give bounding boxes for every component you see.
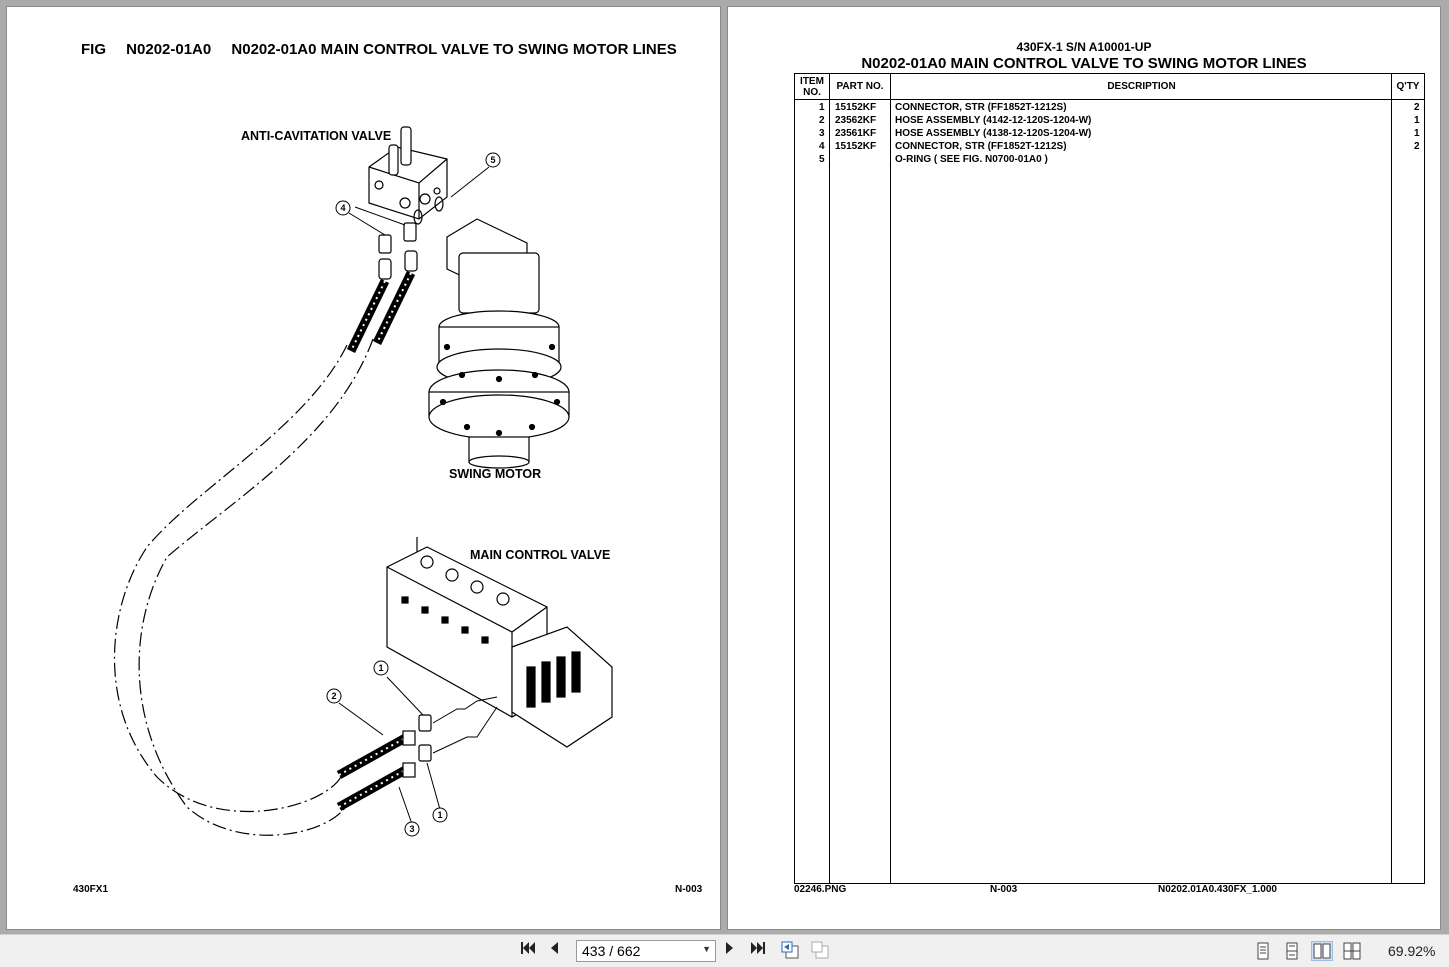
cell-item: 3 xyxy=(819,128,825,139)
header-desc: DESCRIPTION xyxy=(891,74,1392,100)
first-page-button[interactable] xyxy=(520,941,542,961)
label-main-control-valve: MAIN CONTROL VALVE xyxy=(470,548,611,562)
connector-1-drawing xyxy=(419,715,431,761)
table-row xyxy=(795,115,1424,128)
fig-label: FIG xyxy=(81,41,106,58)
cell-qty: 1 xyxy=(1414,128,1420,139)
table-row xyxy=(795,154,1424,167)
single-page-view-button[interactable] xyxy=(1252,941,1274,961)
header-item-line2: NO. xyxy=(803,86,821,98)
table-row xyxy=(795,128,1424,141)
page-current: 433 xyxy=(582,943,606,959)
callout-4: 4 xyxy=(340,203,346,213)
cell-item: 2 xyxy=(819,115,825,126)
model-serial: 430FX-1 S/N A10001-UP xyxy=(1016,40,1152,54)
page-navigation-toolbar xyxy=(0,934,1449,967)
col-item xyxy=(795,74,830,883)
cell-part: 23562KF xyxy=(835,115,877,126)
lower-hoses-drawing xyxy=(339,731,415,807)
hose-route-lines xyxy=(115,339,374,835)
fig-title-text: N0202-01A0 MAIN CONTROL VALVE TO SWING MOTOR LINES xyxy=(231,41,677,58)
cell-desc: O-RING ( SEE FIG. N0700-01A0 ) xyxy=(895,154,1048,165)
callout-1-upper: 1 xyxy=(378,663,384,673)
go-forward-view-button[interactable] xyxy=(810,941,832,961)
label-anti-cavitation-valve: ANTI-CAVITATION VALVE xyxy=(241,129,392,143)
cell-desc: HOSE ASSEMBLY (4138-12-120S-1204-W) xyxy=(895,128,1092,139)
go-back-view-button[interactable] xyxy=(780,941,802,961)
next-view-icon xyxy=(810,941,830,959)
footer-page-code: N-003 xyxy=(675,884,703,895)
page-separator: / xyxy=(609,943,614,959)
connector-4-drawing xyxy=(379,223,417,279)
upper-hoses-drawing xyxy=(351,273,411,351)
left-page xyxy=(6,6,721,930)
page-number-select[interactable] xyxy=(576,940,716,962)
zoom-level[interactable]: 69.92% xyxy=(1388,943,1436,959)
lower-leaders xyxy=(339,677,497,827)
two-page-view-button[interactable] xyxy=(1311,941,1333,961)
cell-part: 15152KF xyxy=(835,102,877,113)
header-qty: Q'TY xyxy=(1392,74,1424,100)
header-part: PART NO. xyxy=(829,74,891,100)
parts-list-title: N0202-01A0 MAIN CONTROL VALVE TO SWING MOTOR LINES xyxy=(861,55,1307,72)
footer-doc-id: N0202.01A0.430FX_1.000 xyxy=(1158,884,1277,895)
continuous-view-button[interactable] xyxy=(1281,941,1303,961)
parts-diagram xyxy=(7,7,720,929)
chevron-down-icon: ▼ xyxy=(702,944,711,954)
table-row xyxy=(795,141,1424,154)
single-page-icon xyxy=(1252,941,1274,961)
two-page-continuous-view-button[interactable] xyxy=(1341,941,1363,961)
label-swing-motor: SWING MOTOR xyxy=(449,467,542,481)
cell-part: 23561KF xyxy=(835,128,877,139)
previous-page-button[interactable] xyxy=(548,941,568,961)
two-page-icon xyxy=(1312,942,1332,960)
footer-image-name: 02246.PNG xyxy=(794,884,847,895)
cell-desc: HOSE ASSEMBLY (4142-12-120S-1204-W) xyxy=(895,115,1092,126)
right-page xyxy=(727,6,1441,930)
previous-view-icon xyxy=(780,941,800,959)
cell-item: 5 xyxy=(819,154,825,165)
cell-qty: 2 xyxy=(1414,102,1420,113)
first-page-icon xyxy=(520,941,536,955)
cell-desc: CONNECTOR, STR (FF1852T-1212S) xyxy=(895,141,1067,152)
footer-page-code: N-003 xyxy=(990,884,1018,895)
cell-qty: 2 xyxy=(1414,141,1420,152)
two-page-continuous-icon xyxy=(1341,941,1363,961)
next-page-button[interactable] xyxy=(724,941,744,961)
table-row xyxy=(795,102,1424,115)
fig-code: N0202-01A0 xyxy=(126,41,212,58)
callout-5: 5 xyxy=(490,155,496,165)
header-item-line1: ITEM xyxy=(800,75,824,87)
last-page-icon xyxy=(750,941,766,955)
parts-table xyxy=(794,73,1425,884)
col-part xyxy=(829,74,891,883)
next-page-icon xyxy=(724,941,736,955)
footer-model: 430FX1 xyxy=(73,884,109,895)
continuous-page-icon xyxy=(1281,941,1303,961)
cell-item: 4 xyxy=(819,141,825,152)
cell-qty: 1 xyxy=(1414,115,1420,126)
cell-part: 15152KF xyxy=(835,141,877,152)
swing-motor-drawing xyxy=(429,219,569,468)
cell-desc: CONNECTOR, STR (FF1852T-1212S) xyxy=(895,102,1067,113)
last-page-button[interactable] xyxy=(750,941,772,961)
header-item xyxy=(795,74,829,100)
callout-2: 2 xyxy=(331,691,337,701)
callout-1-lower: 1 xyxy=(437,810,443,820)
page-total: 662 xyxy=(617,943,641,959)
col-desc xyxy=(890,74,1392,883)
previous-page-icon xyxy=(548,941,560,955)
cell-item: 1 xyxy=(819,102,825,113)
callout-3: 3 xyxy=(409,824,415,834)
